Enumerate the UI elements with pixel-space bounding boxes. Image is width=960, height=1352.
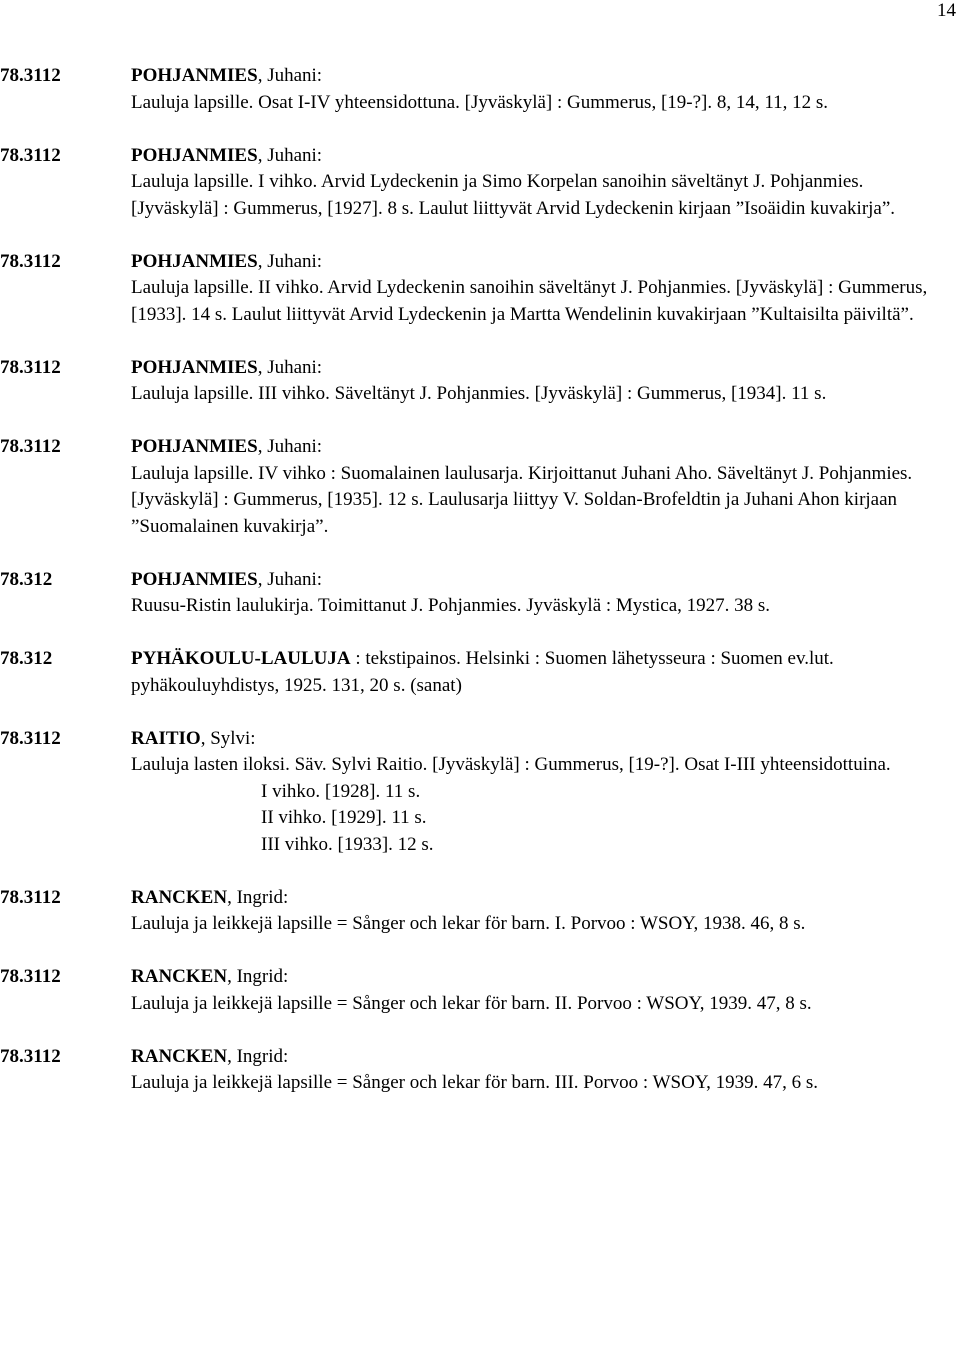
author-line — [131, 434, 953, 461]
entry-body — [131, 646, 953, 699]
class-number: 78.3112 — [0, 966, 61, 987]
entry-description: Lauluja ja leikkejä lapsille = Sånger och lekar för barn. II. Porvoo : WSOY, 1939. 47, 8 s. — [131, 992, 812, 1014]
author-suffix: , Juhani: — [257, 568, 323, 590]
author-name: POHJANMIES — [131, 250, 258, 272]
author-suffix: : tekstipainos. Helsinki : Suomen lähetysseura : Suomen ev.lut. pyhäkouluyhdistys, 1925. 131, 20 s. (sanat) — [131, 648, 834, 696]
entry-body — [131, 567, 953, 620]
class-number: 78.3112 — [0, 436, 61, 457]
author-line — [131, 964, 953, 991]
class-number: 78.3112 — [0, 144, 61, 166]
class-number: 78.3112 — [0, 356, 61, 378]
bibliography-entry — [0, 434, 960, 540]
author-suffix: , Juhani: — [257, 144, 323, 166]
class-number: 78.3112 — [0, 886, 61, 908]
class-number: 78.312 — [0, 648, 53, 669]
entry-body — [131, 249, 953, 329]
entry-body — [131, 143, 953, 223]
entry-description: Lauluja lapsille. III vihko. Säveltänyt J. Pohjanmies. [Jyväskylä] : Gummerus, [1934]. 11 s. — [131, 383, 827, 404]
author-name: POHJANMIES — [131, 436, 258, 457]
author-suffix: , Ingrid: — [227, 966, 289, 987]
volume-line: I vihko. [1928]. 11 s. — [261, 780, 421, 802]
class-number: 78.312 — [0, 568, 53, 590]
entry-body — [131, 885, 953, 938]
entry-body — [131, 434, 953, 540]
author-line — [131, 143, 953, 170]
class-number: 78.3112 — [0, 727, 61, 749]
class-number: 78.3112 — [0, 250, 61, 272]
author-line — [131, 646, 953, 699]
author-line — [131, 726, 953, 753]
author-suffix: , Juhani: — [257, 436, 323, 457]
entry-description: Lauluja lasten iloksi. Säv. Sylvi Raitio. [Jyväskylä] : Gummerus, [19-?]. Osat I-III yhteensidottuina. — [131, 754, 891, 775]
entry-description: Lauluja ja leikkejä lapsille = Sånger och lekar för barn. I. Porvoo : WSOY, 1938. 46, 8 s. — [131, 913, 806, 934]
author-name: POHJANMIES — [131, 144, 258, 166]
author-name: POHJANMIES — [131, 65, 258, 86]
author-name: RANCKEN — [131, 966, 228, 987]
entry-body — [131, 1044, 953, 1097]
author-suffix: , Ingrid: — [227, 886, 289, 908]
class-number: 78.3112 — [0, 65, 61, 86]
entry-body — [131, 63, 953, 116]
class-number: 78.3112 — [0, 1045, 61, 1067]
author-name: RAITIO — [131, 727, 201, 749]
author-line — [131, 249, 953, 276]
author-line — [131, 63, 953, 90]
entry-body — [131, 964, 953, 1017]
author-name: POHJANMIES — [131, 568, 258, 590]
bibliography-entry — [0, 1044, 960, 1097]
bibliography-entry — [0, 143, 960, 223]
author-name: PYHÄKOULU-LAULUJA — [131, 648, 351, 669]
volume-line: II vihko. [1929]. 11 s. — [261, 807, 427, 828]
bibliography-entry — [0, 726, 960, 859]
bibliography-entry — [0, 355, 960, 408]
bibliography-entry — [0, 885, 960, 938]
entry-description: Lauluja lapsille. IV vihko : Suomalainen laulusarja. Kirjoittanut Juhani Aho. Säveltänyt J. Pohjanmies. [Jyväskylä] : Gummerus, [1935]. 12 s. Laulusarja liittyy V. Soldan-Brofeldtin ja Juhani Ahon kirjaan ”Suomalainen kuvakirja”. — [131, 462, 913, 537]
author-line — [131, 1044, 953, 1071]
bibliography-entry — [0, 567, 960, 620]
bibliography-list — [0, 63, 960, 1123]
author-suffix: , Ingrid: — [227, 1045, 289, 1067]
author-suffix: , Juhani: — [257, 356, 323, 378]
entry-description: Lauluja lapsille. II vihko. Arvid Lydeckenin sanoihin säveltänyt J. Pohjanmies. [Jyväskylä] : Gummerus, [1933]. 14 s. Laulut liittyvät Arvid Lydeckenin ja Martta Wendelinin kuvakirjaan ”Kultaisilta päiviltä”. — [131, 277, 928, 325]
author-suffix: , Juhani: — [257, 65, 323, 86]
bibliography-entry — [0, 646, 960, 699]
bibliography-entry — [0, 964, 960, 1017]
volume-line: III vihko. [1933]. 12 s. — [261, 833, 434, 855]
author-name: POHJANMIES — [131, 356, 258, 378]
entry-body — [131, 355, 953, 408]
bibliography-entry — [0, 249, 960, 329]
page-number: 14 — [937, 0, 956, 21]
entry-description: Lauluja lapsille. Osat I-IV yhteensidottuna. [Jyväskylä] : Gummerus, [19-?]. 8, 14, 11, 12 s. — [131, 91, 829, 113]
author-suffix: , Juhani: — [257, 250, 323, 272]
entry-description: Lauluja lapsille. I vihko. Arvid Lydeckenin ja Simo Korpelan sanoihin säveltänyt J. Pohjanmies. [Jyväskylä] : Gummerus, [1927]. 8 s. Laulut liittyvät Arvid Lydeckenin kirjaan ”Isoäidin kuvakirja”. — [131, 171, 896, 219]
author-name: RANCKEN — [131, 1045, 228, 1067]
author-line — [131, 567, 953, 594]
entry-body — [131, 726, 953, 859]
entry-description: Lauluja ja leikkejä lapsille = Sånger och lekar för barn. III. Porvoo : WSOY, 1939. 47, 6 s. — [131, 1072, 818, 1093]
entry-description: Ruusu-Ristin laulukirja. Toimittanut J. Pohjanmies. Jyväskylä : Mystica, 1927. 38 s. — [131, 595, 771, 616]
author-suffix: , Sylvi: — [200, 727, 256, 749]
author-line — [131, 355, 953, 382]
author-name: RANCKEN — [131, 886, 228, 908]
author-line — [131, 885, 953, 912]
bibliography-entry — [0, 63, 960, 116]
